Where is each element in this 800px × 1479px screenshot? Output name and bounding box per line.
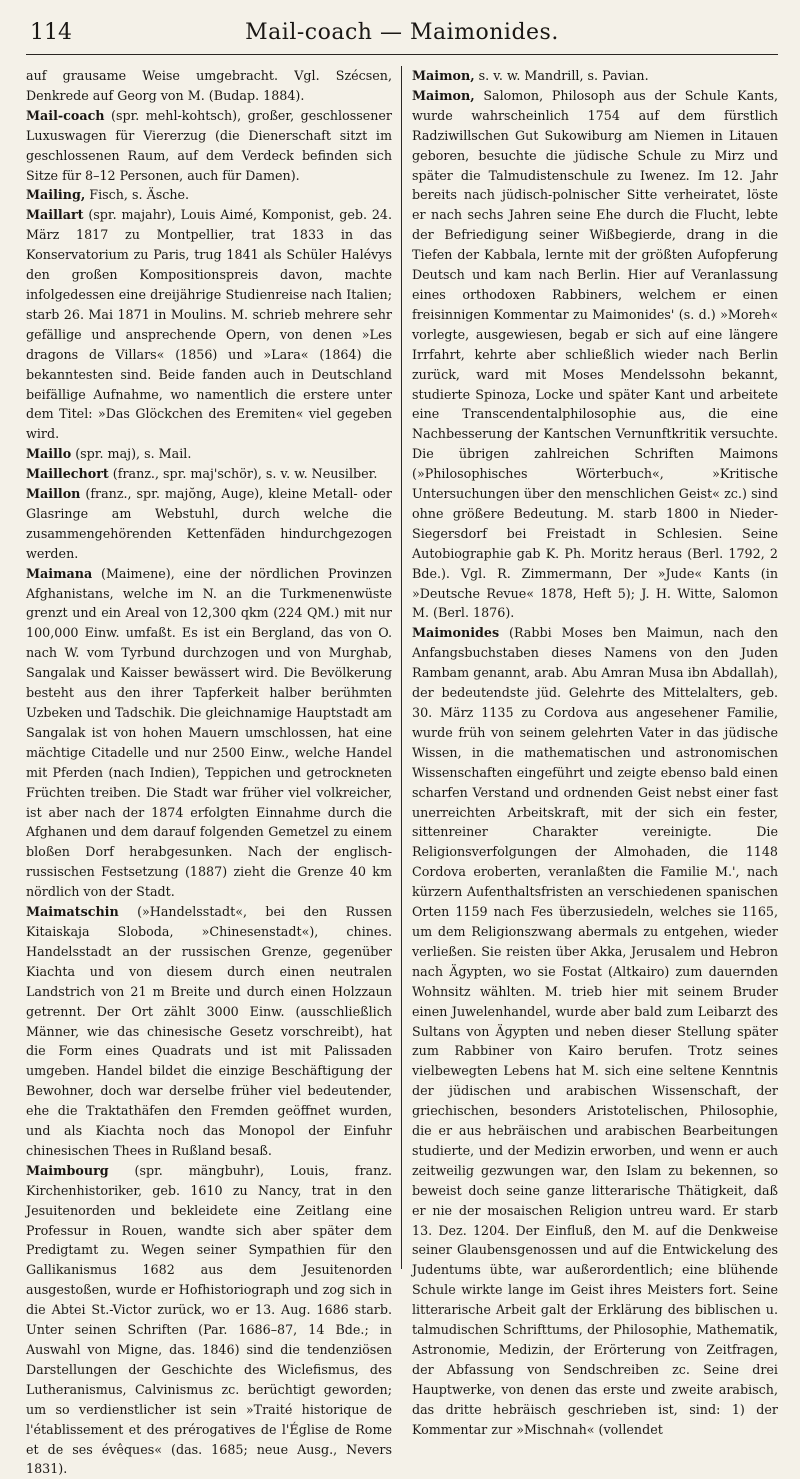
dictionary-entry	[412, 66, 778, 86]
dictionary-entry	[26, 444, 392, 464]
dictionary-entry	[412, 86, 778, 623]
entry-text: Fisch, s. Äsche.	[85, 187, 190, 203]
entry-text: (franz., spr. majŏng, Auge), kleine Metall- oder Glasringe am Webstuhl, durch welche die zusammengehörenden Kettenfäden hindurchgezogen werden.	[26, 486, 392, 561]
dictionary-entry	[26, 1161, 392, 1479]
entry-text: (spr. mängbuhr), Louis, franz. Kirchenhistoriker, geb. 1610 zu Nancy, trat in den Jesuitenorden und bekleidete eine Zeitlang eine Professur in Rouen, wandte sich aber später dem Predigtamt zu. Wegen seiner Sympathien für den Gallikanismus 1682 aus dem Jesuitenorden ausgestoßen, wurde er Hofhistoriograph und zog sich in die Abtei St.-Victor zurück, wo er 13. Aug. 1686 starb. Unter seinen Schriften (Par. 1686–87, 14 Bde.; in Auswahl von Migne, das. 1846) sind die tendenziösen Darstellungen der Geschichte des Wiclefismus, des Lutheranismus, Calvinismus zc. berüchtigt geworden; um so verdienstlicher ist sein »Traité historique de l'établissement et des prérogatives de l'Église de Rome et de ses évêques« (das. 1685; neue Ausg., Nevers 1831).	[26, 1162, 392, 1477]
entry-headword: Maillart	[26, 207, 84, 223]
entry-text: auf grausame Weise umgebracht. Vgl. Szécsen, Denkrede auf Georg von M. (Budap. 1884).	[26, 68, 392, 103]
entry-headword: Maimbourg	[26, 1162, 109, 1178]
dictionary-entry	[26, 564, 392, 902]
left-column	[26, 66, 401, 1477]
entry-text: (spr. maj), s. Mail.	[71, 446, 192, 462]
entry-text: (Rabbi Moses ben Maimun, nach den Anfangsbuchstaben dieses Namens von den Juden Rambam genannt, arab. Abu Amran Musa ibn Abdallah), der bedeutendste jüd. Gelehrte des Mittelalters, geb. 30. März 1135 zu Cordova aus angesehener Familie, wurde früh von seinem gelehrten Vater in das jüdische Wissen, in die mathematischen und astronomischen Wissenschaften eingeführt und zeigte ebenso bald einen scharfen Verstand und ordnenden Geist nebst einer fast unerreichten Arbeitskraft, mit der sich ein fester, sittenreiner Charakter vereinigte. Die Religionsverfolgungen der Almohaden, die 1148 Cordova eroberten, veranlaßten die Familie M.', nach kürzern Aufenthaltsfristen an verschiedenen spanischen Orten 1159 nach Fes überzusiedeln, welches sie 1165, um dem Religionszwang abermals zu entgehen, wieder verließen. Sie reisten über Akka, Jerusalem und Hebron nach Ägypten, wo sie Fostat (Altkairo) zum dauernden Wohnsitz wählten. M. trieb hier mit seinem Bruder einen Juwelenhandel, wurde aber bald zum Leibarzt des Sultans von Ägypten und neben dieser Stellung später zum Rabbiner von Kairo berufen. Trotz seines vielbewegten Lebens hat M. sich eine seltene Kenntnis der jüdischen und arabischen Wissenschaft, der griechischen, besonders Aristotelischen, Philosophie, die er aus hebräischen und arabischen Bearbeitungen studierte, und der Medizin erworben, und wenn er auch zeitweilig gezwungen war, den Islam zu bekennen, so beweist doch seine ganze litterarische Thätigkeit, daß er nie der mosaischen Religion untreu ward. Er starb 13. Dez. 1204. Der Einfluß, den M. auf die Denkweise seiner Glaubensgenossen und auf die Entwickelung des Judentums übte, war außerordentlich; eine blühende Schule wirkte lange im Geist ihres Meisters fort. Seine litterarische Arbeit galt der Erklärung des biblischen u. talmudischen Schrifttums, der Philosophie, Mathematik, Astronomie, Medizin, der Erörterung von Zeitfragen, der Abfassung von Sendschreiben zc. Seine drei Hauptwerke, von denen das erste und zweite arabisch, das dritte hebräisch geschrieben ist, sind: 1) der Kommentar zur »Mischnah« (vollendet	[412, 625, 778, 1437]
entry-headword: Maimon,	[412, 68, 475, 83]
entry-headword: Maillon	[26, 486, 81, 502]
entry-text: (franz., spr. maj'schör), s. v. w. Neusilber.	[108, 466, 378, 482]
entry-headword: Maimatschin	[26, 904, 119, 920]
entry-text: (spr. mehl-kohtsch), großer, geschlossener Luxuswagen für Viererzug (die Dienerschaft sitzt im geschlossenen Raum, auf dem Verdeck befinden sich Sitze für 8–12 Personen, auch für Damen).	[26, 107, 392, 183]
entry-text: (spr. majahr), Louis Aimé, Komponist, geb. 24. März 1817 zu Montpellier, trat 1833 in das Konservatorium zu Paris, trug 1841 als Schüler Halévys den großen Kompositionspreis davon, machte infolgedessen eine dreijährige Studienreise nach Italien; starb 26. Mai 1871 in Moulins. M. schrieb mehrere sehr gefällige und ansprechende Opern, von denen »Les dragons de Villars« (1856) und »Lara« (1864) die bekanntesten sind. Beide fanden auch in Deutschland beifällige Aufnahme, wo namentlich die erstere unter dem Titel: »Das Glöckchen des Eremiten« viel gegeben wird.	[26, 207, 392, 442]
dictionary-entry	[26, 484, 392, 564]
running-title: Mail-coach — Maimonides.	[245, 20, 559, 45]
running-head	[26, 14, 778, 55]
entry-headword: Maillo	[26, 446, 72, 462]
entry-text: s. v. w. Mandrill, s. Pavian.	[474, 68, 649, 83]
entry-headword: Mail-coach	[26, 107, 105, 123]
entry-text: (»Handelsstadt«, bei den Russen Kitaiskaja Sloboda, »Chinesenstadt«), chines. Handelsstadt an der russischen Grenze, gegenüber Kiachta und von diesem durch einen neutralen Landstrich von 21 m Breite und durch einen Holzzaun getrennt. Der Ort zählt 3000 Einw. (ausschließlich Männer, wie das chinesische Gesetz vorschreibt), hat die Form eines Quadrats und ist mit Palissaden umgeben. Handel bildet die einzige Beschäftigung der Bewohner, doch war derselbe früher viel bedeutender, ehe die Traktathäfen den Fremden geöffnet wurden, und als Kiachta noch das Monopol der Einfuhr chinesischen Thees in Rußland besaß.	[26, 904, 392, 1158]
dictionary-entry	[26, 464, 392, 484]
dictionary-entry	[26, 106, 392, 186]
right-column	[402, 66, 778, 1437]
text-columns	[26, 66, 778, 1477]
dictionary-entry	[26, 66, 392, 106]
entry-headword: Mailing,	[26, 187, 86, 203]
page-number: 114	[30, 20, 72, 45]
dictionary-entry	[26, 902, 392, 1161]
entry-text: (Maimene), eine der nördlichen Provinzen Afghanistans, welche im N. an die Turkmenenwüste grenzt und ein Areal von 12,300 qkm (224 QM.) mit nur 100,000 Einw. umfaßt. Es ist ein Bergland, das von O. nach W. vom Tyrbund durchzogen und von Murghab, Sangalak und Kaisser bewässert wird. Die Bevölkerung besteht aus den ihrer Tapferkeit halber berühmten Uzbeken und Tadschik. Die gleichnamige Hauptstadt am Sangalak ist von hohen Mauern umschlossen, hat eine mächtige Citadelle und nur 2500 Einw., welche Handel mit Pferden (nach Indien), Teppichen und getrockneten Früchten treiben. Die Stadt war früher viel volkreicher, ist aber nach der 1874 erfolgten Einnahme durch die Afghanen und dem darauf folgenden Gemetzel zu einem bloßen Dorf herabgesunken. Nach der englisch-russischen Festsetzung (1887) zieht die Grenze 40 km nördlich von der Stadt.	[26, 565, 392, 900]
dictionary-entry	[26, 205, 392, 444]
entry-headword: Maimana	[26, 565, 93, 581]
dictionary-entry	[26, 185, 392, 205]
entry-text: Salomon, Philosoph aus der Schule Kants, wurde wahrscheinlich 1754 auf dem fürstlich Radziwillschen Gut Sukowiburg am Niemen in Litauen geboren, besuchte die jüdische Schule zu Mirz und später die Talmudistenschule zu Iwenez. Im 12. Jahr bereits nach jüdisch-polnischer Sitte verheiratet, löste er nach sechs Jahren seine Ehe durch die Flucht, lebte der Befriedigung seiner Wißbegierde, drang in die Tiefen der Kabbala, lernte mit der größten Aufopferung Deutsch und kam nach Berlin. Hier auf Veranlassung eines orthodoxen Rabbiners, welchem er einen freisinnigen Kommentar zu Maimonides' (s. d.) »Moreh« vorlegte, ausgewiesen, begab er sich auf eine längere Irrfahrt, kehrte aber schließlich wieder nach Berlin zurück, ward mit Moses Mendelssohn bekannt, studierte Spinoza, Locke und später Kant und arbeitete eine Transcendentalphilosophie aus, die eine Nachbesserung der Kantschen Vernunftkritik versuchte. Die übrigen zahlreichen Schriften Maimons (»Philosophisches Wörterbuch«, »Kritische Untersuchungen über den menschlichen Geist« zc.) sind ohne größere Bedeutung. M. starb 1800 in Nieder-Siegersdorf bei Freistadt in Schlesien. Seine Autobiographie gab K. Ph. Moritz heraus (Berl. 1792, 2 Bde.). Vgl. R. Zimmermann, Der »Jude« Kants (in »Deutsche Revue« 1878, Heft 5); J. H. Witte, Salomon M. (Berl. 1876).	[412, 87, 778, 621]
entry-headword: Maimon,	[412, 87, 475, 103]
dictionary-entry	[412, 623, 778, 1439]
entry-headword: Maimonides	[412, 625, 500, 641]
entry-headword: Maillechort	[26, 466, 109, 482]
